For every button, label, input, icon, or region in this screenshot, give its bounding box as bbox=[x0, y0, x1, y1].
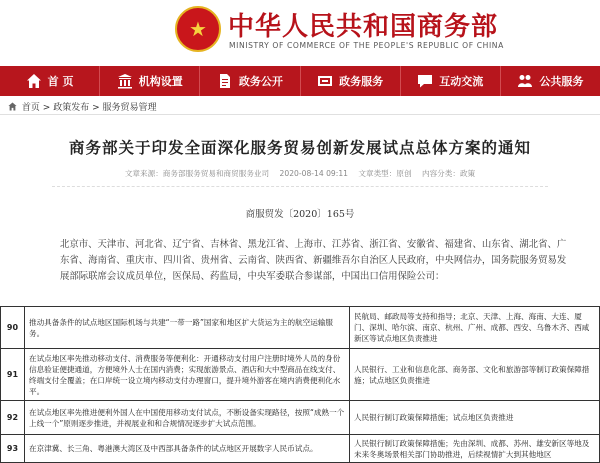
article-category: 内容分类：政策 bbox=[421, 169, 476, 178]
document-number: 商服贸发〔2020〕165号 bbox=[245, 209, 355, 220]
row-number: 90 bbox=[1, 307, 25, 349]
article-type: 文章类型：原创 bbox=[358, 169, 412, 178]
table-row bbox=[1, 349, 600, 401]
nav-item-label: 公共服务 bbox=[539, 75, 584, 88]
nav-item-label: 首 页 bbox=[47, 75, 74, 88]
table-row bbox=[1, 435, 600, 463]
row-measure: 在试点地区率先推动移动支付、消费服务等便利化：开通移动支付用户注册时境外人员的身份信息验证便捷通道，方便境外人士在国内消费；实现旅游景点、酒店和大中型商品在线支付、终端支付全覆盖；在口岸统一设立境内移动支付办理窗口，提升境外游客在境内消费便利化水平。 bbox=[25, 349, 350, 401]
nav-item-label: 互动交流 bbox=[439, 75, 484, 88]
row-owner: 民航局、邮政局等支持和指导；北京、天津、上海、海南、大连、厦门、深圳、哈尔滨、南京、杭州、广州、成都、西安、乌鲁木齐、西咸新区等试点地区负责推进 bbox=[350, 307, 600, 349]
national-emblem-icon[interactable]: ★ bbox=[175, 6, 221, 52]
divider bbox=[52, 186, 548, 187]
row-owner: 人民银行、工业和信息化部、商务部、文化和旅游部等制订政策保障措施；试点地区负责推进 bbox=[350, 349, 600, 401]
public-service-icon bbox=[517, 73, 533, 89]
row-number: 93 bbox=[1, 435, 25, 463]
nav-item-gov-affairs[interactable] bbox=[200, 66, 300, 96]
measures-table bbox=[0, 306, 600, 463]
article-source: 文章来源：商务部服务贸易和商贸服务业司 bbox=[124, 169, 270, 178]
article-date: 2020-08-14 09:11 bbox=[279, 169, 348, 178]
row-measure: 在京津冀、长三角、粤港澳大湾区及中西部具备条件的试点地区开展数字人民币试点。 bbox=[25, 435, 350, 463]
breadcrumb-current[interactable]: 服务贸易管理 bbox=[102, 103, 157, 113]
breadcrumb bbox=[8, 100, 157, 113]
site-header bbox=[0, 0, 600, 60]
nav-item-organization[interactable] bbox=[100, 66, 200, 96]
row-measure: 在试点地区率先推进便利外国人在中国使用移动支付试点，不断设备实现路径，按照“成熟一个上线一个”原则逐步推进，并视展业和和合规情况逐步扩大试点范围。 bbox=[25, 401, 350, 435]
row-measure: 推动具备条件的试点地区国际机场与共建“一带一路”国家和地区扩大货运为主的航空运输服务。 bbox=[25, 307, 350, 349]
chat-icon bbox=[417, 73, 433, 89]
table-row bbox=[1, 401, 600, 435]
row-owner: 人民银行制订政策保障措施；先由深圳、成都、苏州、雄安新区等地及未来冬奥场景相关部门协助推进，后续视情扩大到其他地区 bbox=[350, 435, 600, 463]
article-paragraph: 北京市、天津市、河北省、辽宁省、吉林省、黑龙江省、上海市、江苏省、浙江省、安徽省、福建省、山东省、湖北省、广东省、海南省、重庆市、四川省、贵州省、云南省、陕西省、新疆维吾尔自治区人民政府，中央网信办，国务院服务贸易发展部际联席会议成员单位，医保局、药监局，中央军委联合参谋部，中国出口信用保险公司： bbox=[60, 239, 567, 282]
nav-item-interaction[interactable] bbox=[401, 66, 501, 96]
breadcrumb-separator: > bbox=[42, 103, 51, 113]
article-title: 商务部关于印发全面深化服务贸易创新发展试点总体方案的通知 bbox=[68, 138, 531, 157]
building-icon bbox=[117, 73, 133, 89]
row-number: 91 bbox=[1, 349, 25, 401]
breadcrumb-home[interactable]: 首页 bbox=[21, 103, 40, 113]
nav-item-label: 政务公开 bbox=[238, 75, 283, 88]
site-title[interactable]: 中华人民共和国商务部 bbox=[228, 12, 499, 42]
site-subtitle: MINISTRY OF COMMERCE OF THE PEOPLE'S REPUBLIC OF CHINA bbox=[229, 41, 504, 50]
nav-item-services[interactable] bbox=[301, 66, 401, 96]
home-icon bbox=[8, 102, 17, 111]
article-meta bbox=[0, 168, 600, 179]
document-icon bbox=[217, 73, 233, 89]
row-number: 92 bbox=[1, 401, 25, 435]
table-row bbox=[1, 307, 600, 349]
breadcrumb-separator: > bbox=[92, 103, 100, 113]
breadcrumb-section[interactable]: 政策发布 bbox=[53, 103, 90, 113]
service-icon bbox=[317, 73, 333, 89]
nav-item-label: 机构设置 bbox=[138, 75, 183, 88]
home-icon bbox=[26, 73, 42, 89]
main-nav bbox=[0, 66, 600, 96]
nav-item-home[interactable] bbox=[0, 66, 100, 96]
row-owner: 人民银行制订政策保障措施；试点地区负责推进 bbox=[350, 401, 600, 435]
nav-item-public-services[interactable] bbox=[501, 66, 600, 96]
nav-item-label: 政务服务 bbox=[339, 75, 384, 88]
divider bbox=[0, 114, 600, 115]
